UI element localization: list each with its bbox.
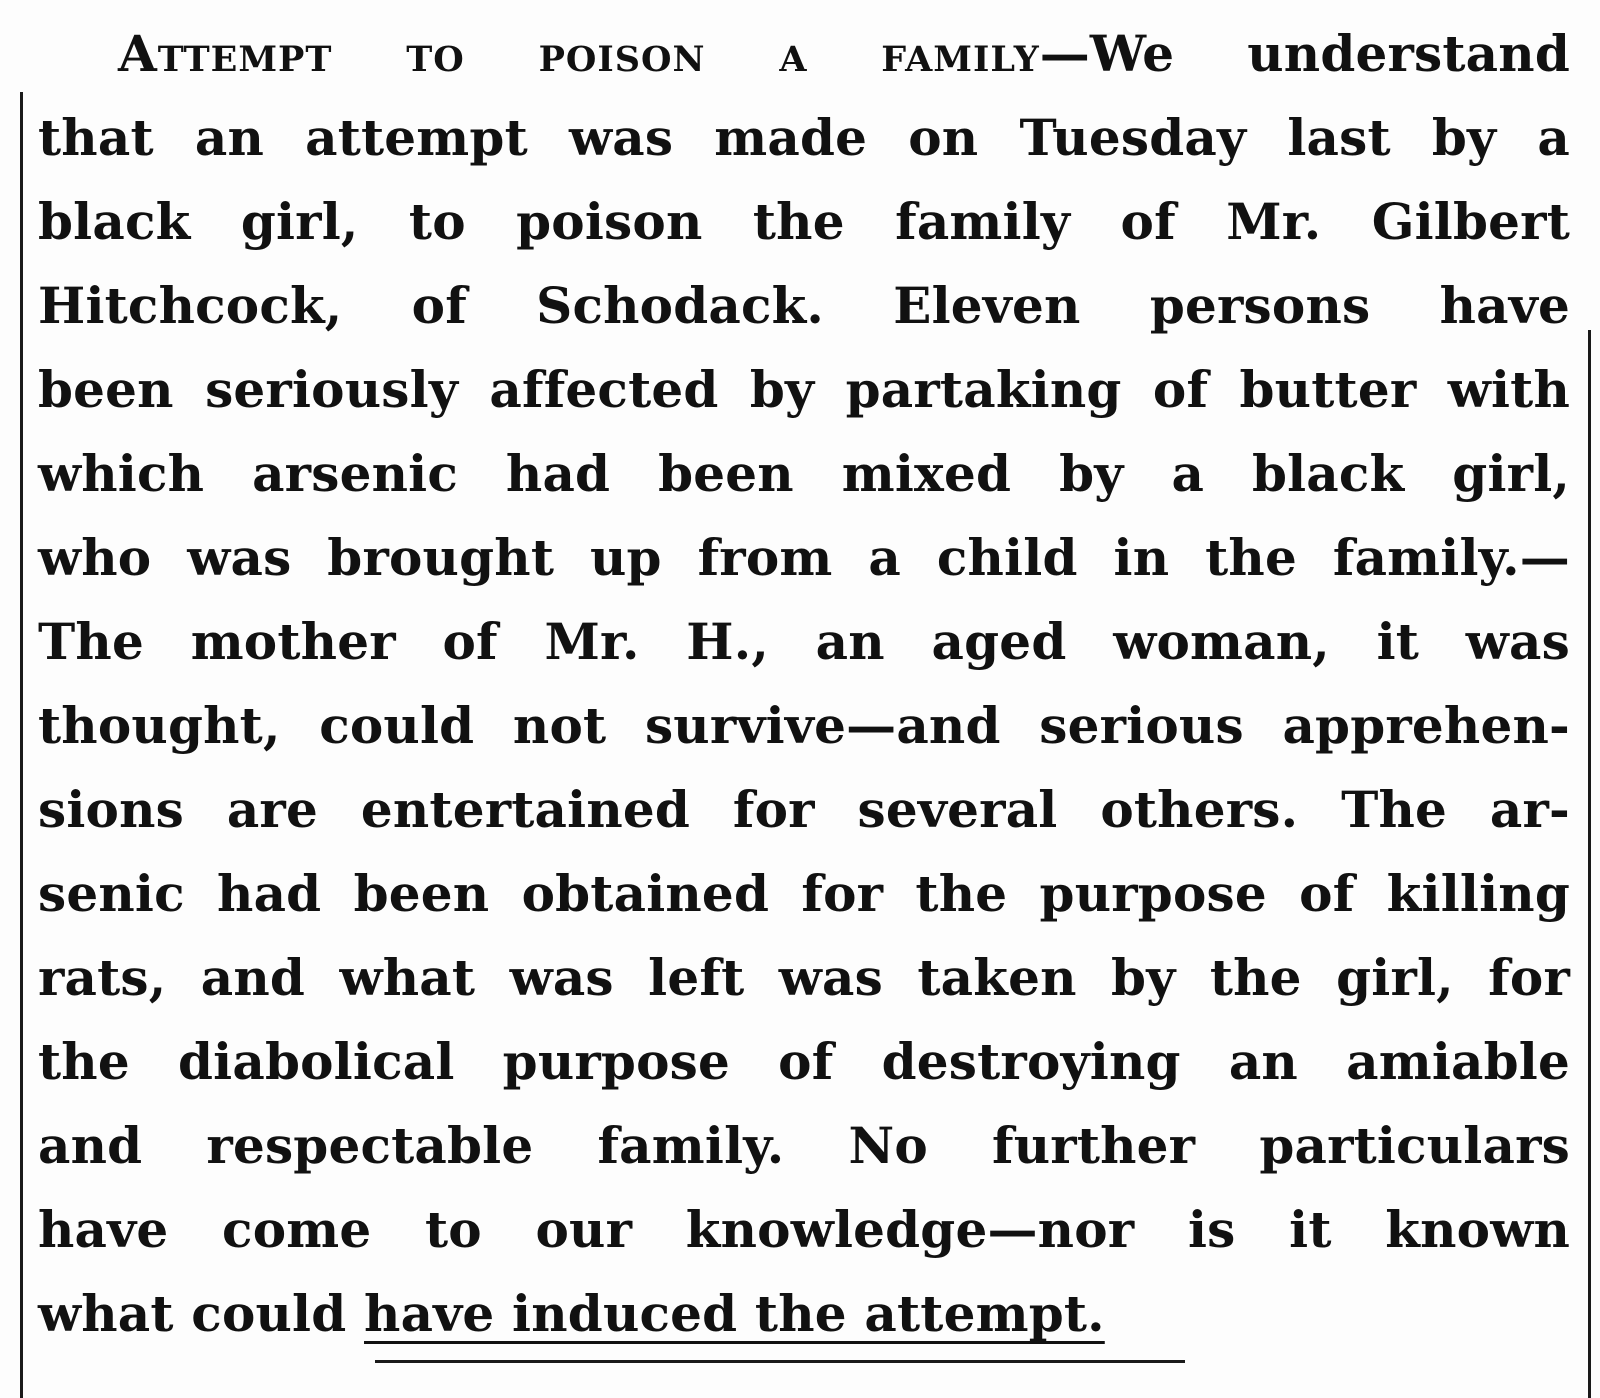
article-body bbox=[38, 12, 1570, 1356]
article-line-1 bbox=[38, 12, 1570, 96]
article-line-10: sions are entertained for several others. The ar- bbox=[38, 780, 1570, 839]
article-line-6: which arsenic had been mixed by a black girl, bbox=[38, 444, 1570, 503]
article-line-2: that an attempt was made on Tuesday last by a bbox=[38, 108, 1570, 167]
article-line-12: rats, and what was left was taken by the girl, for bbox=[38, 948, 1570, 1007]
article-line-13: the diabolical purpose of destroying an amiable bbox=[38, 1032, 1570, 1091]
left-column-rule bbox=[20, 92, 23, 1398]
article-line-11: senic had been obtained for the purpose of killing bbox=[38, 864, 1570, 923]
article-line-8: The mother of Mr. H., an aged woman, it was bbox=[38, 612, 1570, 671]
article-last-line-underlined: have induced the attempt. bbox=[364, 1284, 1105, 1343]
article-line-16 bbox=[38, 1272, 1570, 1356]
article-headline: Attempt to poison a family bbox=[118, 24, 1040, 83]
right-column-rule bbox=[1588, 330, 1591, 1398]
article-line-15: have come to our knowledge—nor is it known bbox=[38, 1200, 1570, 1259]
article-end-rule bbox=[375, 1360, 1185, 1363]
article-line-5: been seriously affected by partaking of butter with bbox=[38, 360, 1570, 419]
article-line-1-text: —We understand bbox=[1039, 24, 1570, 83]
article-line-3: black girl, to poison the family of Mr. Gilbert bbox=[38, 192, 1570, 251]
article-line-7: who was brought up from a child in the family.— bbox=[38, 528, 1570, 587]
article-line-14: and respectable family. No further particulars bbox=[38, 1116, 1570, 1175]
article-line-4: Hitchcock, of Schodack. Eleven persons have bbox=[38, 276, 1570, 335]
article-last-line-start: what could bbox=[38, 1284, 365, 1343]
article-line-9: thought, could not survive—and serious apprehen- bbox=[38, 696, 1570, 755]
